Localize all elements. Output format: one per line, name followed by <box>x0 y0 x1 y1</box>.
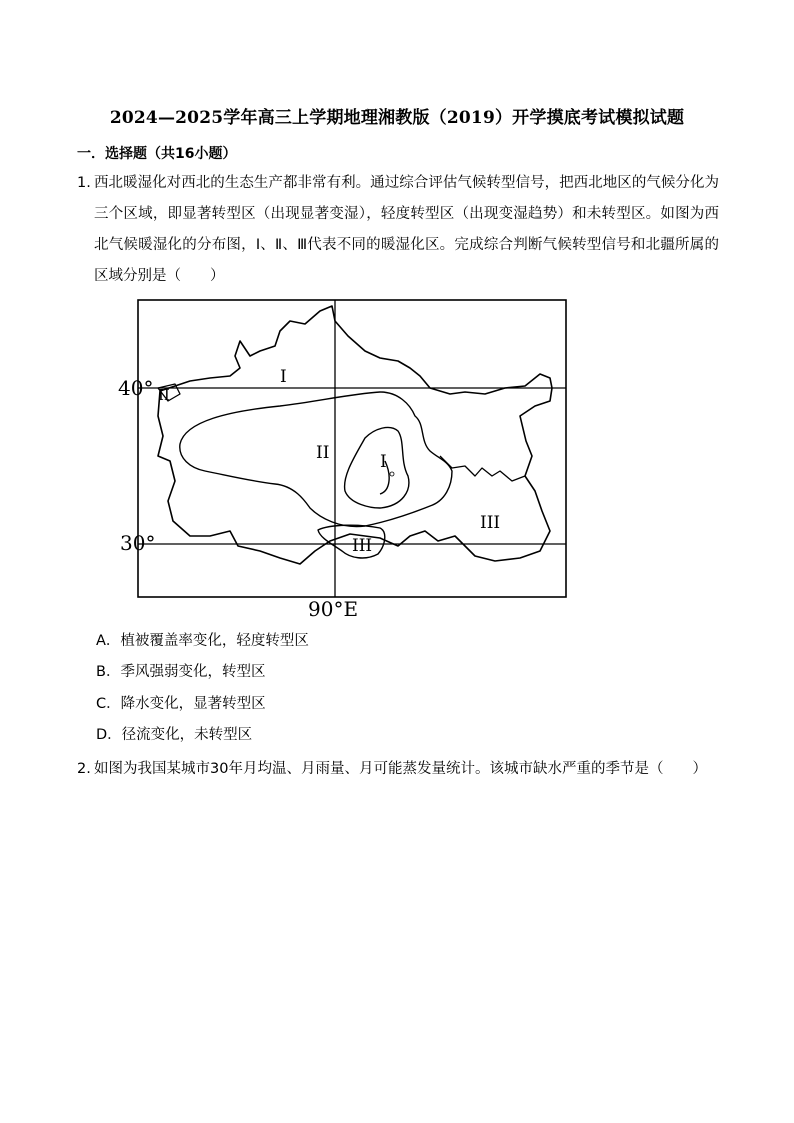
option-a: A．植被覆盖率变化，轻度转型区 <box>96 633 309 649</box>
option-d: D．径流变化，未转型区 <box>96 727 253 743</box>
question-stem: 如图为我国某城市30年月均温、月雨量、月可能蒸发量统计。该城市缺水严重的季节是（ ） <box>94 761 707 777</box>
zone-label-II-central: II <box>316 443 330 463</box>
lon-90-label: 90°E <box>308 597 359 621</box>
lat-30-label: 30° <box>120 531 156 555</box>
section-heading: 一．选择题（共16小题） <box>77 146 237 162</box>
zone-label-III-east: III <box>480 513 501 533</box>
city-marker <box>390 472 394 476</box>
lat-40-label: 40° <box>118 376 154 400</box>
option-c: C．降水变化，显著转型区 <box>96 696 266 712</box>
question-number: 2. <box>77 761 91 777</box>
zone-label-II-west: II <box>158 386 170 404</box>
option-b: B．季风强弱变化，转型区 <box>96 664 266 680</box>
zone-label-I-inner: I <box>380 452 387 472</box>
zone-label-I-north: I <box>280 367 287 387</box>
page-title: 2024—2025学年高三上学期地理湘教版（2019）开学摸底考试模拟试题 <box>109 108 685 128</box>
question-stem: 西北暖湿化对西北的生态生产都非常有利。通过综合评估气候转型信号，把西北地区的气候分化为三个区域，即显著转型区（出现显著变湿），轻度转型区（出现变湿趋势）和未转型区。如图为西北气候暖湿化的分布图，Ⅰ、Ⅱ、Ⅲ代表不同的暖湿化区。完成综合判断气候转型信号和北疆所属的区域分别是（ ） <box>94 175 719 284</box>
question-1 <box>77 168 719 292</box>
zone-label-III-south: III <box>352 536 373 556</box>
zone-boundary-2 <box>345 427 409 508</box>
northwest-climate-map <box>80 296 580 626</box>
question-2 <box>77 754 719 785</box>
zone-boundary-4 <box>440 456 525 481</box>
question-number: 1. <box>77 175 91 191</box>
